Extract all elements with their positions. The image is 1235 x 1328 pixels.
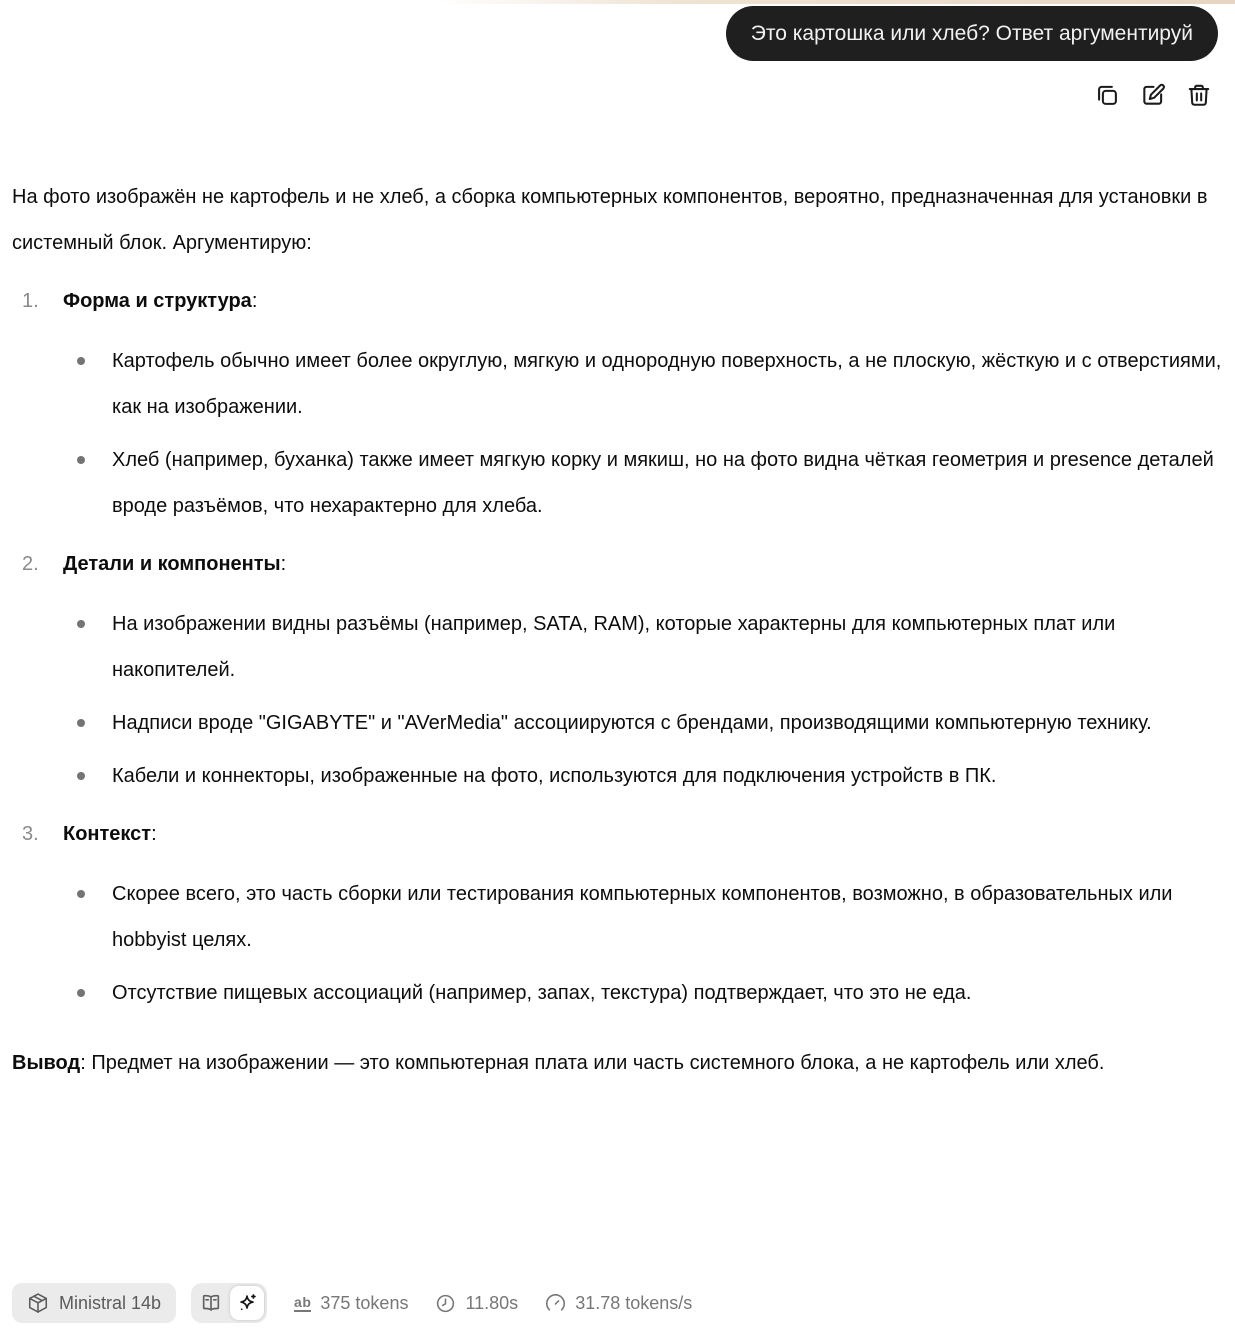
- section-2-heading: [12, 541, 1223, 587]
- bullet-text: Кабели и коннекторы, изображенные на фото, используются для подключения устройств в ПК.: [112, 765, 997, 788]
- bullet-item: [12, 437, 1223, 529]
- bullet-text: Скорее всего, это часть сборки или тестирования компьютерных компонентов, возможно, в образовательных или hobbyist целях.: [112, 883, 1173, 952]
- bullet-item: [12, 753, 1223, 799]
- section-3-heading: [12, 811, 1223, 857]
- assistant-intro: На фото изображён не картофель и не хлеб, а сборка компьютерных компонентов, вероятно, предназначенная для установки в системный блок. Аргументирую:: [12, 186, 1208, 255]
- list-number: 3.: [22, 823, 39, 846]
- section-1-heading: [12, 278, 1223, 324]
- section-title: Детали и компоненты: [63, 553, 281, 576]
- section-title-suffix: :: [251, 290, 258, 313]
- section-2-bullets: [12, 601, 1223, 799]
- conclusion-text: : Предмет на изображении — это компьютерная плата или часть системного блока, а не картофель или хлеб.: [80, 1052, 1105, 1075]
- token-count-value: 375 tokens: [320, 1292, 409, 1313]
- list-number: 1.: [22, 290, 39, 313]
- bullet-text: Картофель обычно имеет более округлую, мягкую и однородную поверхность, а не плоскую, жёсткую и с отверстиями, как на изображении.: [112, 350, 1222, 419]
- elapsed-time-value: 11.80s: [465, 1292, 519, 1313]
- section-2: [12, 541, 1223, 799]
- generation-status-bar: [12, 1282, 1235, 1324]
- bullet-icon: [77, 456, 85, 464]
- bullet-item: [12, 700, 1223, 746]
- bullet-icon: [77, 357, 85, 365]
- bullet-item: [12, 338, 1223, 430]
- bullet-text: Хлеб (например, буханка) также имеет мягкую корку и мякиш, но на фото видна чёткая геометрия и presence деталей вроде разъёмов, что нехарактерно для хлеба.: [112, 449, 1214, 518]
- book-icon: [200, 1292, 222, 1314]
- view-mode-toggle: [191, 1283, 267, 1323]
- message-actions: [0, 61, 1235, 108]
- speed-stat: [545, 1293, 692, 1314]
- model-cube-icon: [27, 1292, 49, 1314]
- bullet-item: [12, 601, 1223, 693]
- model-name: Ministral 14b: [59, 1292, 162, 1313]
- list-number: 2.: [22, 553, 39, 576]
- section-1-bullets: [12, 338, 1223, 529]
- elapsed-time-stat: [435, 1293, 518, 1314]
- bullet-icon: [77, 772, 85, 780]
- bullet-item: [12, 871, 1223, 963]
- section-title-suffix: :: [280, 553, 287, 576]
- edit-icon[interactable]: [1140, 82, 1166, 108]
- section-1: [12, 278, 1223, 529]
- section-3: [12, 811, 1223, 1016]
- sparkles-icon: [236, 1292, 258, 1314]
- conclusion: [12, 1040, 1223, 1086]
- user-message-row: [0, 0, 1235, 61]
- section-3-bullets: [12, 871, 1223, 1016]
- section-title-suffix: :: [151, 823, 157, 846]
- reader-view-segment[interactable]: [194, 1286, 228, 1320]
- copy-icon[interactable]: [1094, 82, 1120, 108]
- clock-icon: [435, 1293, 456, 1314]
- gauge-icon: [545, 1293, 566, 1314]
- model-badge[interactable]: [12, 1283, 176, 1323]
- conclusion-label: Вывод: [12, 1052, 81, 1075]
- bullet-item: [12, 970, 1223, 1016]
- trash-icon[interactable]: [1186, 82, 1212, 108]
- bullet-text: На изображении видны разъёмы (например, SATA, RAM), которые характерны для компьютерных плат или накопителей.: [112, 613, 1116, 682]
- section-title: Форма и структура: [63, 290, 252, 313]
- speed-value: 31.78 tokens/s: [575, 1292, 693, 1313]
- attached-image-edge: [435, 0, 1235, 4]
- bullet-icon: [77, 719, 85, 727]
- bullet-text: Надписи вроде "GIGABYTE" и "AVerMedia" ассоциируются с брендами, производящими компьютерную технику.: [112, 712, 1152, 735]
- section-title: Контекст: [63, 823, 152, 846]
- token-count-icon: ab: [294, 1293, 312, 1310]
- bullet-icon: [77, 890, 85, 898]
- token-count-stat: [294, 1293, 408, 1314]
- assistant-message: [0, 108, 1235, 1086]
- bullet-icon: [77, 989, 85, 997]
- bullet-icon: [77, 620, 85, 628]
- bullet-text: Отсутствие пищевых ассоциаций (например, запах, текстура) подтверждает, что это не еда.: [112, 982, 972, 1005]
- sparkle-view-segment[interactable]: [230, 1286, 264, 1320]
- user-message-bubble: Это картошка или хлеб? Ответ аргументируй: [726, 6, 1218, 61]
